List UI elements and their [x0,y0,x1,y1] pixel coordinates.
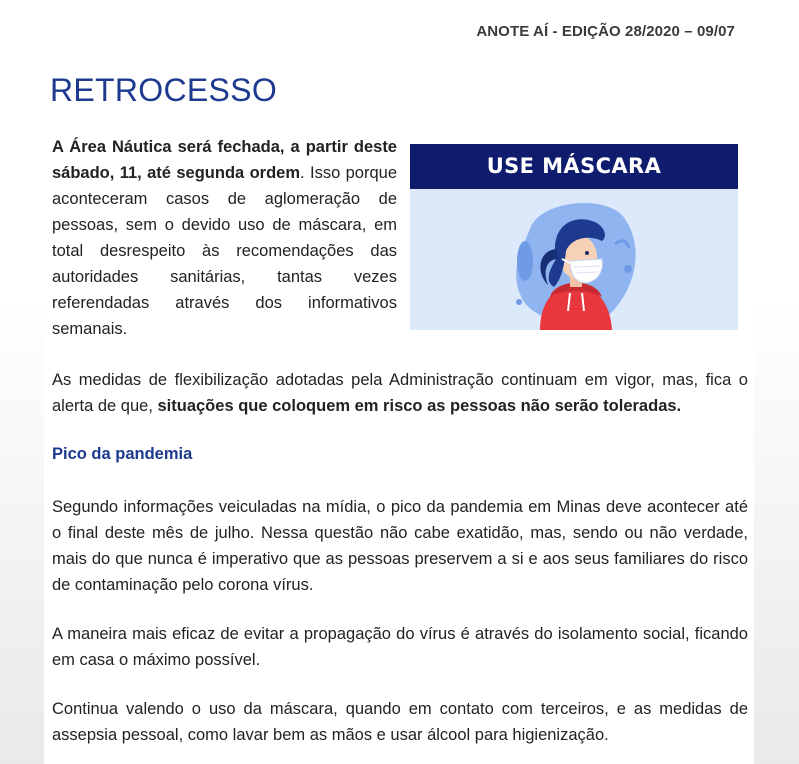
measures-bold-text: situações que coloquem em risco as pessoas não serão toleradas. [157,397,682,415]
blob-left [517,241,533,281]
edition-header: ANOTE AÍ - EDIÇÃO 28/2020 – 09/07 [476,23,735,40]
use-mask-poster [410,144,738,330]
pandemic-peak-paragraph: Segundo informações veiculadas na mídia, o pico da pandemia em Minas deve acontecer até o final deste mês de julho. Nessa questão não cabe exatidão, mas, sendo ou não verdade, mais do que nunca é imperativo que as pessoas preservem a si e aos seus familiares do risco de contaminação pelo corona vírus. [52,498,748,594]
masked-person-illustration [410,189,738,330]
bubble-2 [624,265,632,273]
isolation-paragraph: A maneira mais eficaz de evitar a propagação do vírus é através do isolamento social, ficando em casa o máximo possível. [52,625,748,669]
bubble-1 [516,299,522,305]
eye [585,251,589,255]
article-title: RETROCESSO [50,72,278,108]
intro-text: . Isso porque aconteceram casos de aglomeração de pessoas, sem o devido uso de máscara, em total desrespeito às recomendações das autoridades sanitárias, tantas vezes referendadas através dos informativos semanais. [52,164,397,338]
measures-text: As medidas de flexibilização adotadas pela Administração continuam em vigor, mas, fica o alerta de que, [52,371,748,415]
measures-paragraph [52,367,748,419]
poster-label: USE MÁSCARA [410,144,738,189]
intro-paragraph [52,134,397,342]
intro-bold-text: A Área Náutica será fechada, a partir deste sábado, 11, até segunda ordem [52,138,397,182]
mask-hygiene-paragraph: Continua valendo o uso da máscara, quando em contato com terceiros, e as medidas de assepsia pessoal, como lavar bem as mãos e usar álcool para higienização. [52,700,748,744]
section-heading-pandemic-peak: Pico da pandemia [52,445,193,463]
